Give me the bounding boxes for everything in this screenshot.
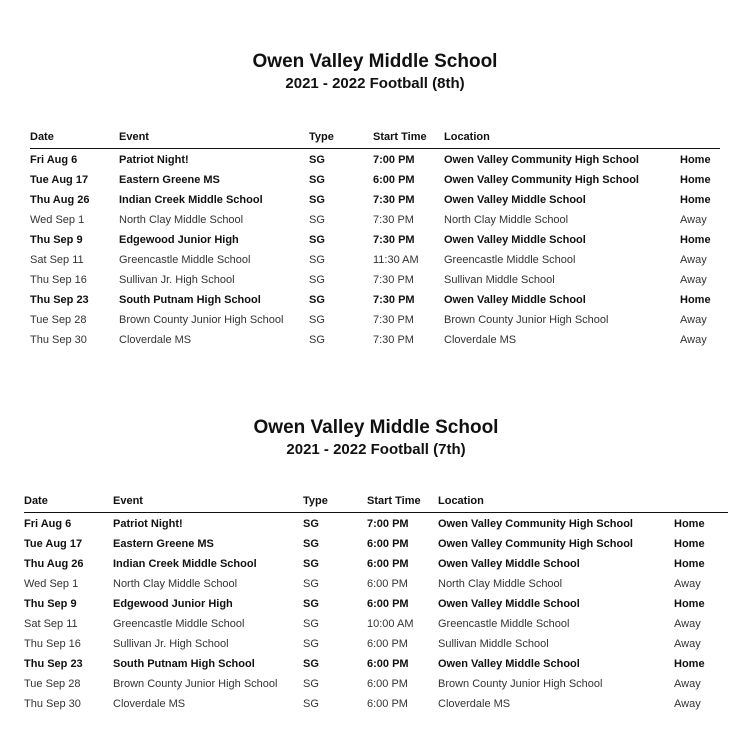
row-date: Tue Aug 17 xyxy=(30,174,89,186)
row-event: Edgewood Junior High xyxy=(113,598,233,610)
row-home-away: Away xyxy=(680,254,707,266)
row-date: Thu Sep 9 xyxy=(30,234,83,246)
row-location: Owen Valley Middle School xyxy=(444,234,586,246)
table-row xyxy=(24,614,728,634)
row-type: SG xyxy=(309,154,325,166)
row-home-away: Away xyxy=(674,638,701,650)
row-start-time: 6:00 PM xyxy=(367,558,409,570)
row-type: SG xyxy=(303,598,319,610)
row-home-away: Home xyxy=(680,194,711,206)
row-home-away: Home xyxy=(674,658,705,670)
row-type: SG xyxy=(303,638,319,650)
row-location: North Clay Middle School xyxy=(444,214,569,226)
row-event: North Clay Middle School xyxy=(119,214,244,226)
row-type: SG xyxy=(303,658,319,670)
row-location: North Clay Middle School xyxy=(438,578,563,590)
row-type: SG xyxy=(303,578,319,590)
row-event: Sullivan Jr. High School xyxy=(119,274,235,286)
row-home-away: Away xyxy=(680,334,707,346)
row-event: Sullivan Jr. High School xyxy=(113,638,229,650)
row-type: SG xyxy=(303,678,319,690)
table-body xyxy=(30,149,720,350)
row-event: Patriot Night! xyxy=(113,518,183,530)
row-location: Owen Valley Middle School xyxy=(444,294,586,306)
row-home-away: Home xyxy=(680,154,711,166)
table-row xyxy=(30,290,720,310)
row-home-away: Home xyxy=(680,174,711,186)
row-location: Owen Valley Middle School xyxy=(438,598,580,610)
header-start-time: Start Time xyxy=(367,495,421,507)
row-home-away: Away xyxy=(680,314,707,326)
school-title: Owen Valley Middle School xyxy=(253,417,499,438)
row-start-time: 6:00 PM xyxy=(367,538,409,550)
row-date: Thu Sep 16 xyxy=(24,638,81,650)
header-event: Event xyxy=(113,495,143,507)
header-location: Location xyxy=(444,131,490,143)
row-start-time: 7:30 PM xyxy=(373,334,414,346)
row-location: Owen Valley Community High School xyxy=(438,538,633,550)
row-start-time: 6:00 PM xyxy=(367,598,409,610)
row-type: SG xyxy=(309,334,325,346)
header-date: Date xyxy=(24,495,48,507)
row-location: Cloverdale MS xyxy=(438,698,511,710)
row-date: Thu Aug 26 xyxy=(30,194,90,206)
table-row xyxy=(30,150,720,170)
row-event: Eastern Greene MS xyxy=(119,174,220,186)
table-row xyxy=(30,250,720,270)
table-row xyxy=(24,674,728,694)
schedule-7th xyxy=(24,416,728,714)
table-row xyxy=(30,210,720,230)
row-home-away: Away xyxy=(680,274,707,286)
row-date: Sat Sep 11 xyxy=(24,618,78,630)
table-row xyxy=(24,694,728,714)
row-start-time: 7:00 PM xyxy=(367,518,409,530)
row-date: Sat Sep 11 xyxy=(30,254,84,266)
table-row xyxy=(24,514,728,534)
row-type: SG xyxy=(309,274,325,286)
table-header xyxy=(30,130,720,149)
row-home-away: Home xyxy=(674,518,705,530)
row-event: Indian Creek Middle School xyxy=(113,558,257,570)
row-date: Thu Aug 26 xyxy=(24,558,84,570)
table-row xyxy=(24,554,728,574)
row-home-away: Away xyxy=(674,578,701,590)
header-home-away xyxy=(680,130,720,144)
row-home-away: Home xyxy=(674,538,705,550)
row-type: SG xyxy=(303,698,319,710)
row-type: SG xyxy=(303,538,319,550)
table-row xyxy=(24,634,728,654)
row-start-time: 7:30 PM xyxy=(373,234,415,246)
header-event: Event xyxy=(119,131,149,143)
table-row xyxy=(24,654,728,674)
row-event: North Clay Middle School xyxy=(113,578,238,590)
row-start-time: 6:00 PM xyxy=(367,638,408,650)
row-date: Tue Aug 17 xyxy=(24,538,83,550)
row-date: Wed Sep 1 xyxy=(24,578,79,590)
row-event: Greencastle Middle School xyxy=(119,254,251,266)
row-location: Greencastle Middle School xyxy=(444,254,576,266)
row-location: Brown County Junior High School xyxy=(444,314,609,326)
row-event: South Putnam High School xyxy=(113,658,255,670)
row-type: SG xyxy=(309,214,325,226)
row-date: Thu Sep 30 xyxy=(30,334,87,346)
row-home-away: Away xyxy=(674,678,701,690)
row-location: Owen Valley Middle School xyxy=(438,558,580,570)
table-row xyxy=(30,230,720,250)
row-date: Thu Sep 23 xyxy=(30,294,89,306)
row-start-time: 10:00 AM xyxy=(367,618,414,630)
row-start-time: 7:30 PM xyxy=(373,274,414,286)
row-date: Thu Sep 9 xyxy=(24,598,77,610)
row-date: Wed Sep 1 xyxy=(30,214,85,226)
row-home-away: Home xyxy=(680,234,711,246)
table-body xyxy=(24,513,728,714)
row-event: Edgewood Junior High xyxy=(119,234,239,246)
row-date: Thu Sep 16 xyxy=(30,274,87,286)
table-row xyxy=(24,574,728,594)
school-title: Owen Valley Middle School xyxy=(252,51,498,72)
row-date: Tue Sep 28 xyxy=(24,678,81,690)
row-date: Fri Aug 6 xyxy=(24,518,72,530)
row-location: Sullivan Middle School xyxy=(438,638,549,650)
row-date: Tue Sep 28 xyxy=(30,314,87,326)
row-type: SG xyxy=(309,234,325,246)
row-location: Owen Valley Middle School xyxy=(444,194,586,206)
row-start-time: 11:30 AM xyxy=(373,254,419,266)
row-type: SG xyxy=(303,558,319,570)
row-event: Brown County Junior High School xyxy=(113,678,278,690)
row-home-away: Away xyxy=(674,698,701,710)
row-home-away: Home xyxy=(674,558,705,570)
row-home-away: Home xyxy=(674,598,705,610)
row-type: SG xyxy=(309,174,325,186)
row-event: Cloverdale MS xyxy=(119,334,192,346)
row-type: SG xyxy=(309,294,325,306)
row-event: Patriot Night! xyxy=(119,154,189,166)
row-start-time: 6:00 PM xyxy=(373,174,415,186)
row-location: Brown County Junior High School xyxy=(438,678,603,690)
header-home-away xyxy=(674,494,714,508)
row-type: SG xyxy=(309,314,325,326)
row-event: Indian Creek Middle School xyxy=(119,194,263,206)
season-subtitle: 2021 - 2022 Football (8th) xyxy=(285,75,465,92)
table-row xyxy=(24,594,728,614)
row-start-time: 7:30 PM xyxy=(373,294,415,306)
header-location: Location xyxy=(438,495,484,507)
row-type: SG xyxy=(303,618,319,630)
schedule-8th xyxy=(30,50,720,350)
row-date: Fri Aug 6 xyxy=(30,154,78,166)
table-row xyxy=(24,534,728,554)
row-type: SG xyxy=(309,254,325,266)
row-home-away: Home xyxy=(680,294,711,306)
row-start-time: 6:00 PM xyxy=(367,578,408,590)
table-row xyxy=(30,330,720,350)
table-row xyxy=(30,270,720,290)
row-home-away: Away xyxy=(674,618,701,630)
row-event: Greencastle Middle School xyxy=(113,618,245,630)
row-location: Owen Valley Community High School xyxy=(444,174,639,186)
row-home-away: Away xyxy=(680,214,707,226)
row-location: Greencastle Middle School xyxy=(438,618,570,630)
season-subtitle: 2021 - 2022 Football (7th) xyxy=(286,441,466,458)
row-start-time: 7:30 PM xyxy=(373,214,414,226)
table-row xyxy=(30,170,720,190)
row-event: Eastern Greene MS xyxy=(113,538,214,550)
row-start-time: 6:00 PM xyxy=(367,698,408,710)
row-start-time: 6:00 PM xyxy=(367,658,409,670)
header-type: Type xyxy=(309,131,334,143)
row-event: Brown County Junior High School xyxy=(119,314,284,326)
header-type: Type xyxy=(303,495,328,507)
row-start-time: 6:00 PM xyxy=(367,678,408,690)
row-type: SG xyxy=(303,518,319,530)
row-type: SG xyxy=(309,194,325,206)
table-row xyxy=(30,190,720,210)
row-start-time: 7:30 PM xyxy=(373,194,415,206)
table-header xyxy=(24,494,728,513)
row-event: South Putnam High School xyxy=(119,294,261,306)
row-location: Cloverdale MS xyxy=(444,334,517,346)
header-date: Date xyxy=(30,131,54,143)
row-start-time: 7:00 PM xyxy=(373,154,415,166)
row-location: Owen Valley Middle School xyxy=(438,658,580,670)
row-location: Owen Valley Community High School xyxy=(444,154,639,166)
table-row xyxy=(30,310,720,330)
row-start-time: 7:30 PM xyxy=(373,314,414,326)
row-event: Cloverdale MS xyxy=(113,698,186,710)
row-location: Owen Valley Community High School xyxy=(438,518,633,530)
header-start-time: Start Time xyxy=(373,131,427,143)
row-location: Sullivan Middle School xyxy=(444,274,555,286)
row-date: Thu Sep 30 xyxy=(24,698,81,710)
row-date: Thu Sep 23 xyxy=(24,658,83,670)
